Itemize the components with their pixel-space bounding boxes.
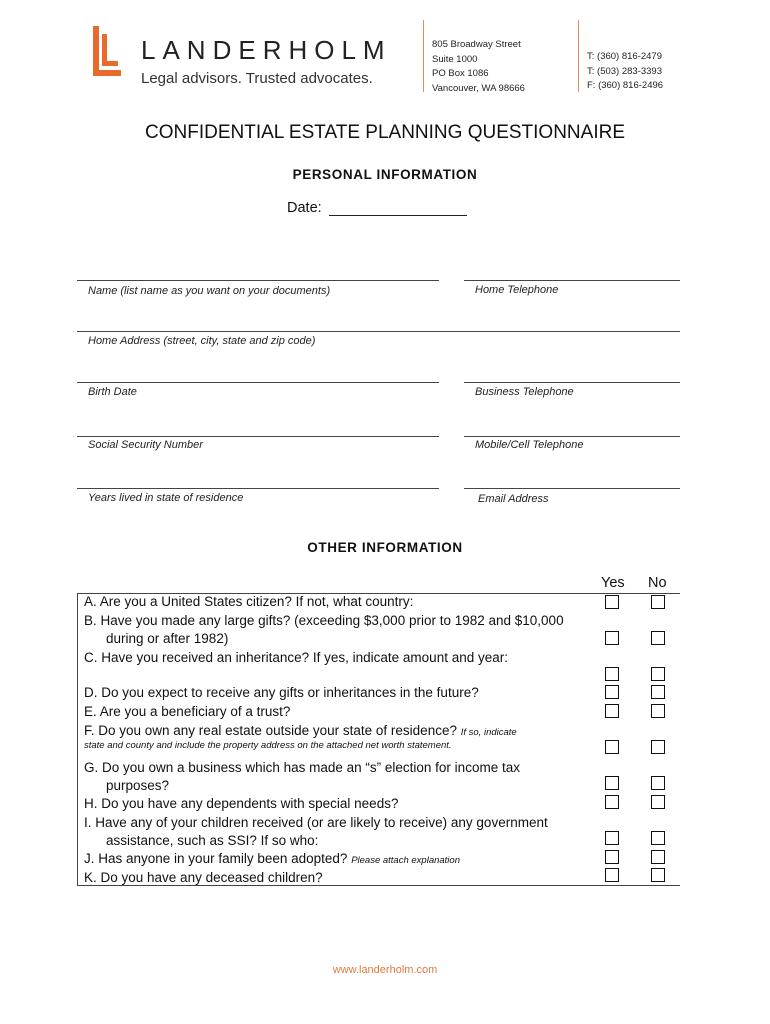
question-j-no-checkbox[interactable] [651,850,665,864]
question-k-yes-checkbox[interactable] [605,868,619,882]
business-telephone-label: Business Telephone [475,386,574,398]
question-h-yes-checkbox[interactable] [605,795,619,809]
questions-border-left [77,593,78,886]
business-telephone-field[interactable] [464,382,680,383]
question-i-yes-checkbox[interactable] [605,831,619,845]
name-field[interactable] [77,280,439,281]
home-address-label: Home Address (street, city, state and zip code) [88,335,316,347]
question-i-continued: assistance, such as SSI? If so who: [106,833,319,848]
question-e-no-checkbox[interactable] [651,704,665,718]
question-f-yes-checkbox[interactable] [605,740,619,754]
question-b-no-checkbox[interactable] [651,631,665,645]
document-title: CONFIDENTIAL ESTATE PLANNING QUESTIONNAIRE [145,122,625,143]
question-g: G. Do you own a business which has made an “s” election for income tax [84,760,520,775]
no-column-header: No [648,575,667,591]
question-a-no-checkbox[interactable] [651,595,665,609]
question-i: I. Have any of your children received (or are likely to receive) any government [84,815,548,830]
question-g-yes-checkbox[interactable] [605,776,619,790]
question-g-no-checkbox[interactable] [651,776,665,790]
question-a: A. Are you a United States citizen? If not, what country: [84,594,414,609]
question-b-continued: during or after 1982) [106,631,229,646]
email-field[interactable] [464,488,680,489]
header-divider [578,20,579,92]
question-d: D. Do you expect to receive any gifts or inheritances in the future? [84,685,479,700]
footer-website-link[interactable]: www.landerholm.com [332,964,438,976]
name-label: Name (list name as you want on your documents) [88,285,331,297]
question-h-no-checkbox[interactable] [651,795,665,809]
date-label: Date: [287,200,322,216]
email-label: Email Address [478,493,549,505]
birth-date-field[interactable] [77,382,439,383]
mobile-telephone-field[interactable] [464,436,680,437]
question-d-no-checkbox[interactable] [651,685,665,699]
brand-tagline: Legal advisors. Trusted advocates. [141,70,373,87]
question-b-yes-checkbox[interactable] [605,631,619,645]
home-address-field[interactable] [77,331,680,332]
question-j-yes-checkbox[interactable] [605,850,619,864]
header-divider [423,20,424,92]
yes-column-header: Yes [601,575,625,591]
years-lived-field[interactable] [77,488,439,489]
home-telephone-label: Home Telephone [475,284,559,296]
home-telephone-field[interactable] [464,280,680,281]
office-phones: T: (360) 816-2479 T: (503) 283-3393 F: (360) 816-2496 [587,51,664,91]
landerholm-logo-icon [93,26,121,76]
social-security-label: Social Security Number [88,439,203,451]
question-c-yes-checkbox[interactable] [605,667,619,681]
question-f-no-checkbox[interactable] [651,740,665,754]
question-d-yes-checkbox[interactable] [605,685,619,699]
question-b: B. Have you made any large gifts? (exceeding $3,000 prior to 1982 and $10,000 [84,613,564,628]
question-k-no-checkbox[interactable] [651,868,665,882]
question-f: F. Do you own any real estate outside your state of residence? If so, indicate [84,723,517,738]
question-a-yes-checkbox[interactable] [605,595,619,609]
brand-name: LANDERHOLM [141,35,392,65]
question-k: K. Do you have any deceased children? [84,870,323,885]
question-h: H. Do you have any dependents with special needs? [84,796,399,811]
personal-information-heading: PERSONAL INFORMATION [292,167,478,182]
question-c: C. Have you received an inheritance? If yes, indicate amount and year: [84,650,508,665]
mobile-telephone-label: Mobile/Cell Telephone [475,439,584,451]
other-information-heading: OTHER INFORMATION [307,540,463,555]
question-e: E. Are you a beneficiary of a trust? [84,704,291,719]
question-i-no-checkbox[interactable] [651,831,665,845]
date-field[interactable] [329,215,467,216]
question-f-note: state and county and include the property address on the attached net worth statement. [84,740,452,751]
question-g-continued: purposes? [106,778,170,793]
question-e-yes-checkbox[interactable] [605,704,619,718]
social-security-field[interactable] [77,436,439,437]
question-j: J. Has anyone in your family been adopted? Please attach explanation [84,851,460,866]
birth-date-label: Birth Date [88,386,137,398]
years-lived-label: Years lived in state of residence [88,492,244,504]
office-address: 805 Broadway Street Suite 1000 PO Box 1086 Vancouver, WA 98666 [432,39,525,94]
question-c-no-checkbox[interactable] [651,667,665,681]
